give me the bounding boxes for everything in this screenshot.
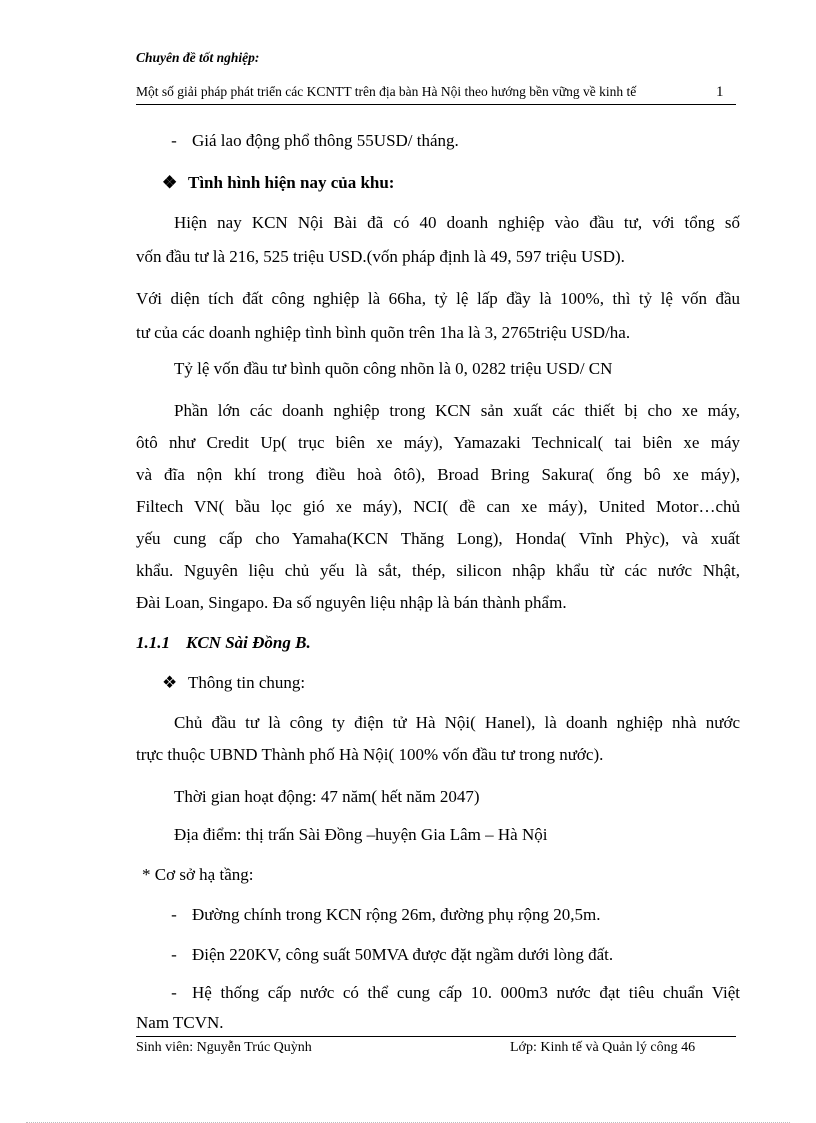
- paragraph-line: Đài Loan, Singapo. Đa số nguyên liệu nhập là bán thành phẩm.: [136, 593, 567, 612]
- list-item: [156, 898, 760, 932]
- paragraph-line: Phần lớn các doanh nghiệp trong KCN sản xuất các thiết bị cho xe máy,: [174, 401, 740, 420]
- paragraph-text: Cơ sở hạ tầng:: [154, 865, 254, 884]
- list-item-text: Giá lao động phổ thông 55USD/ tháng.: [192, 131, 459, 150]
- thesis-title: Một số giải pháp phát triển các KCNTT trên địa bàn Hà Nội theo hướng bền vững về kinh tế: [136, 84, 637, 99]
- list-item: [156, 938, 760, 972]
- paragraph-line: và đĩa nộn khí trong điều hoà ôtô), Broad Bring Sakura( ống bô xe máy),: [136, 465, 740, 484]
- dash-bullet-icon: -: [171, 905, 177, 924]
- paragraph-line: tư của các doanh nghiệp tình bình quõn trên 1ha là 3, 2765triệu USD/ha.: [136, 323, 631, 342]
- list-item-text: Hệ thống cấp nước có thể cung cấp 10. 000m3 nước đạt tiêu chuẩn Việt: [192, 983, 740, 1002]
- paragraph-line: Thời gian hoạt động: 47 năm( hết năm 2047): [174, 787, 480, 806]
- heading-text: Thông tin chung:: [188, 673, 306, 692]
- footer-divider: [136, 1036, 736, 1037]
- dash-bullet-icon: -: [171, 945, 177, 964]
- dash-bullet-icon: -: [171, 131, 177, 150]
- class-name: Lớp: Kinh tế và Quản lý công 46: [510, 1040, 696, 1055]
- section-heading: [162, 166, 766, 200]
- subsection-heading: [136, 626, 740, 660]
- section-heading: [162, 666, 766, 700]
- student-name: Sinh viên: Nguyễn Trúc Quỳnh: [136, 1040, 312, 1055]
- paragraph-line: ôtô như Credit Up( trục biên xe máy), Yamazaki Technical( tai biên xe máy: [136, 433, 740, 452]
- page-number: 1: [716, 84, 724, 100]
- subsection-number: 1.1.1: [136, 633, 170, 652]
- paragraph-line: yếu cung cấp cho Yamaha(KCN Thăng Long), Honda( Vĩnh Phỳc), và xuất: [136, 529, 740, 548]
- list-item: [156, 124, 760, 158]
- list-item-text: Đường chính trong KCN rộng 26m, đường phụ rộng 20,5m.: [192, 905, 601, 924]
- subsection-title: KCN Sài Đồng B.: [186, 633, 311, 652]
- header-divider: [136, 104, 736, 105]
- paragraph-line: Nam TCVN.: [136, 1013, 224, 1032]
- thesis-label: Chuyên đề tốt nghiệp:: [136, 50, 260, 65]
- heading-text: Tình hình hiện nay của khu:: [188, 173, 395, 192]
- paragraph-line: khẩu. Nguyên liệu chủ yếu là sắt, thép, silicon nhập khẩu từ các nước Nhật,: [136, 561, 740, 580]
- dash-bullet-icon: -: [171, 983, 177, 1002]
- paragraph-line: Chủ đầu tư là công ty điện tử Hà Nội( Hanel), là doanh nghiệp nhà nước: [174, 713, 740, 732]
- paragraph-line: Địa điểm: thị trấn Sài Đồng –huyện Gia Lâm – Hà Nội: [174, 825, 548, 844]
- paragraph-line: trực thuộc UBND Thành phố Hà Nội( 100% vốn đầu tư trong nước).: [136, 745, 604, 764]
- list-item-text: Điện 220KV, công suất 50MVA được đặt ngầm dưới lòng đất.: [192, 945, 614, 964]
- paragraph-line: Filtech VN( bầu lọc gió xe máy), NCI( đề can xe máy), United Motor…chủ: [136, 497, 740, 516]
- list-item: [156, 976, 740, 1010]
- diamond-bullet-icon: ❖: [162, 173, 178, 192]
- paragraph-line: [142, 858, 746, 892]
- paragraph-line: Hiện nay KCN Nội Bài đã có 40 doanh nghiệp vào đầu tư, với tổng số: [174, 213, 740, 232]
- paragraph-line: vốn đầu tư là 216, 525 triệu USD.(vốn pháp định là 49, 597 triệu USD).: [136, 247, 625, 266]
- asterisk-icon: *: [142, 865, 151, 884]
- diamond-bullet-icon: ❖: [162, 673, 178, 692]
- paragraph-line: Tỷ lệ vốn đầu tư bình quõn công nhõn là 0, 0282 triệu USD/ CN: [174, 359, 613, 378]
- paragraph-line: Với diện tích đất công nghiệp là 66ha, tỷ lệ lấp đầy là 100%, thì tỷ lệ vốn đầu: [136, 289, 740, 308]
